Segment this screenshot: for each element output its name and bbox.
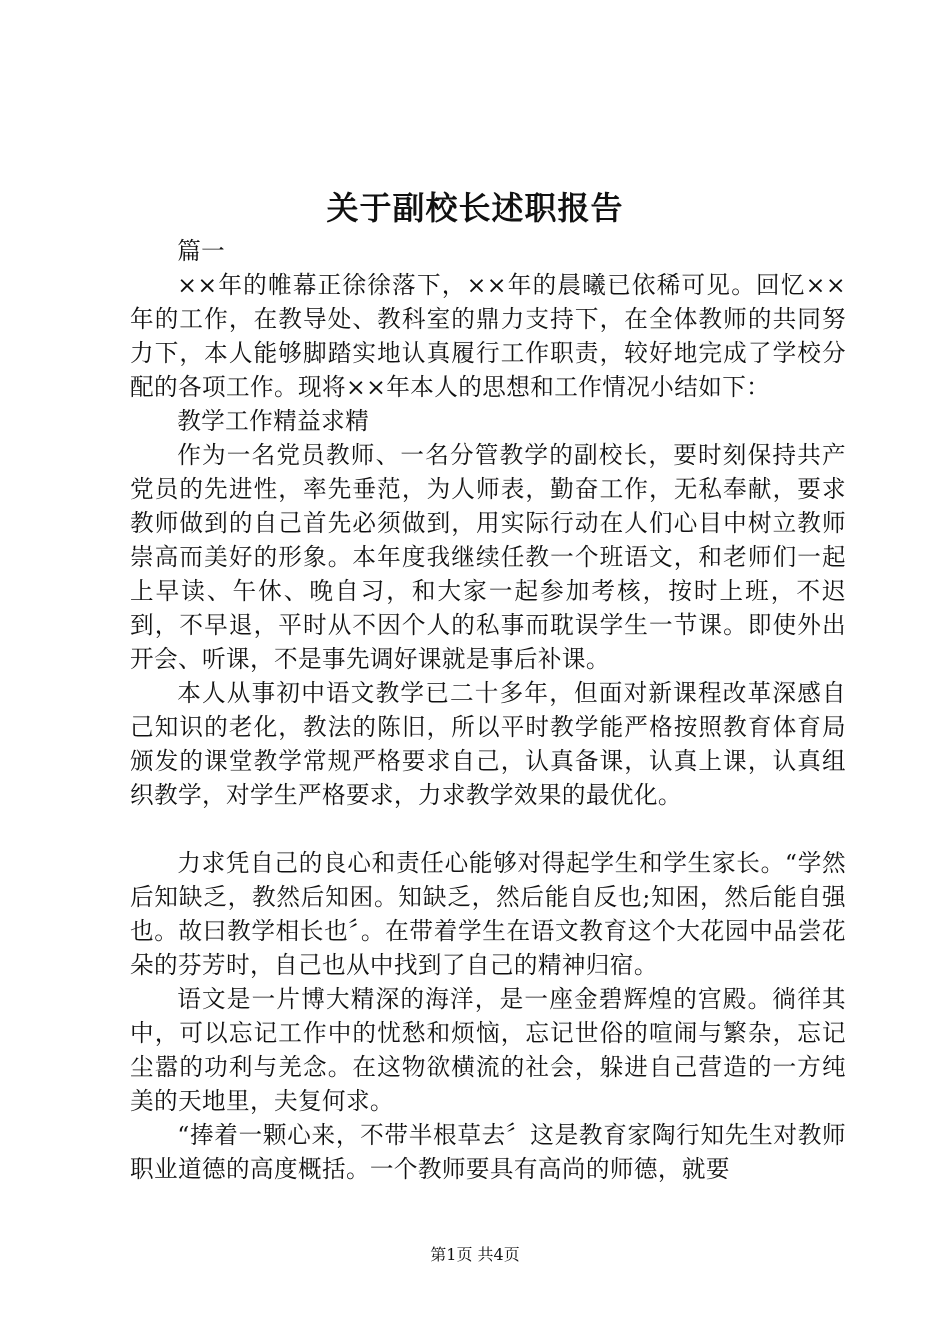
paragraph-quote: “捧着一颗心来，不带半根草去〞这是教育家陶行知先生对教师职业道德的高度概括。一个教师要具有高尚的师德，就要 bbox=[130, 1121, 846, 1183]
paragraph-role: 作为一名党员教师、一名分管教学的副校长，要时刻保持共产党员的先进性，率先垂范，为人师表，勤奋工作，无私奉献，要求教师做到的自己首先必须做到，用实际行动在人们心目中树立教师崇高而美好的形象。本年度我继续任教一个班语文，和老师们一起上早读、午休、晚自习，和大家一起参加考核，按时上班，不迟到，不早退，平时从不因个人的私事而耽误学生一节课。即使外出开会、听课，不是事先调好课就是事后补课。 bbox=[130, 441, 846, 673]
paragraph-conscience: 力求凭自己的良心和责任心能够对得起学生和学生家长。“学然后知缺乏，教然后知困。知缺乏，然后能自反也;知困，然后能自强也。故曰教学相长也〞。在带着学生在语文教育这个大花园中品尝花朵的芬芳时，自己也从中找到了自己的精神归宿。 bbox=[130, 849, 846, 979]
page-number: 第1页 共4页 bbox=[430, 1245, 520, 1264]
section-label: 篇一 bbox=[177, 237, 226, 265]
paragraph-experience: 本人从事初中语文教学已二十多年，但面对新课程改革深感自己知识的老化，教法的陈旧，所以平时教学能严格按照教育体育局颁发的课堂教学常规严格要求自己，认真备课，认真上课，认真组织教学，对学生严格要求，力求教学效果的最优化。 bbox=[130, 679, 846, 809]
paragraph-intro: ××年的帷幕正徐徐落下，××年的晨曦已依稀可见。回忆××年的工作，在教导处、教科室的鼎力支持下，在全体教师的共同努力下，本人能够脚踏实地认真履行工作职责，较好地完成了学校分配的各项工作。现将××年本人的思想和工作情况小结如下： bbox=[130, 271, 846, 401]
section-heading: 教学工作精益求精 bbox=[177, 407, 370, 435]
document-title: 关于副校长述职报告 bbox=[326, 189, 624, 227]
paragraph-ocean: 语文是一片博大精深的海洋，是一座金碧辉煌的宫殿。徜徉其中，可以忘记工作中的忧愁和烦恼，忘记世俗的喧闹与繁杂，忘记尘嚣的功利与羌念。在这物欲横流的社会，躲进自己营造的一方纯美的天地里，夫复何求。 bbox=[130, 985, 846, 1115]
document-body bbox=[130, 234, 846, 1186]
